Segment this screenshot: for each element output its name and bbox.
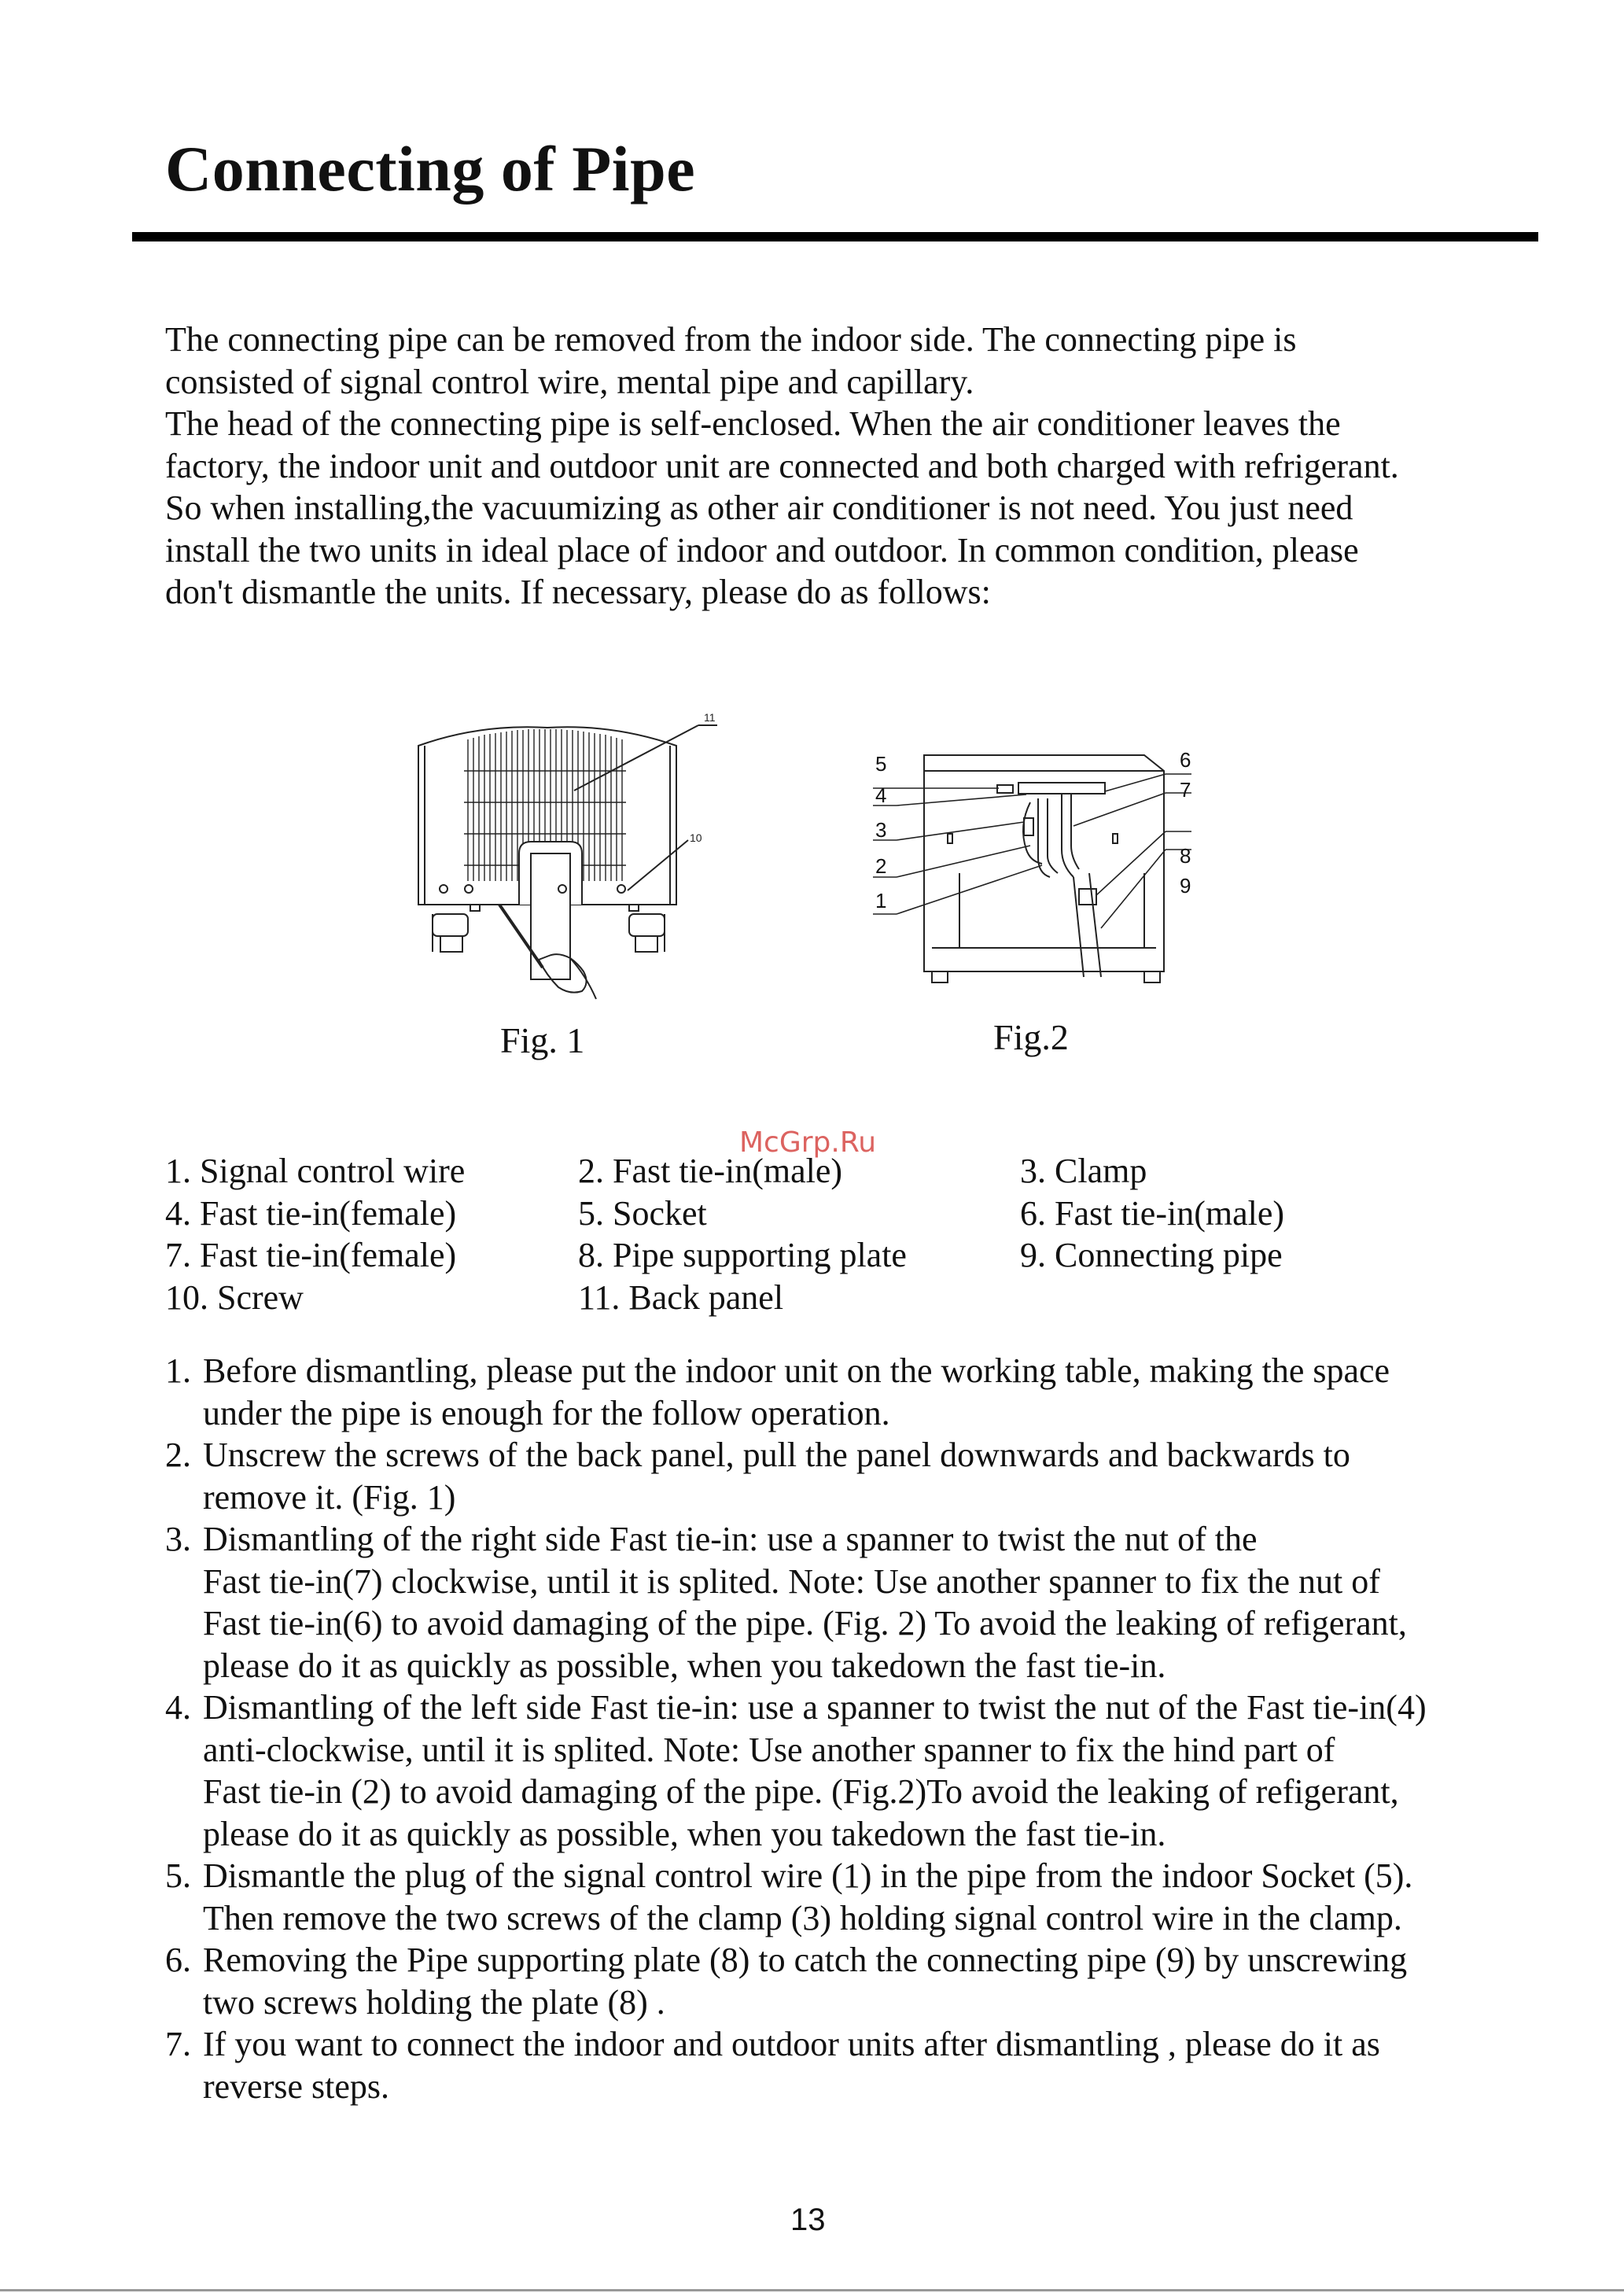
step-item <box>165 1855 1581 1939</box>
callout-11: 11 <box>704 711 716 724</box>
parts-row <box>165 1277 1502 1320</box>
step-line: Unscrew the screws of the back panel, pull the panel downwards and backwards to <box>203 1436 1350 1474</box>
step-number: 3. <box>165 1520 191 1558</box>
part-item: 6. Fast tie-in(male) <box>1020 1193 1285 1233</box>
callout-2: 2 <box>875 854 887 878</box>
page-bottom-edge <box>0 2289 1624 2291</box>
step-line: please do it as quickly as possible, when you takedown the fast tie-in. <box>203 1814 1166 1853</box>
figure-2-caption: Fig.2 <box>993 1017 1069 1057</box>
part-item: 1. Signal control wire <box>165 1152 466 1190</box>
callout-3: 3 <box>875 818 887 842</box>
intro-line: The head of the connecting pipe is self-enclosed. When the air conditioner leaves the <box>165 404 1341 443</box>
part-item: 5. Socket <box>578 1193 707 1233</box>
parts-row <box>165 1235 1502 1277</box>
intro-line: consisted of signal control wire, mental pipe and capillary. <box>165 362 974 401</box>
step-line: If you want to connect the indoor and outdoor units after dismantling , please do it as <box>203 2025 1380 2063</box>
intro-line: install the two units in ideal place of indoor and outdoor. In common condition, please <box>165 530 1359 570</box>
intro-line: The connecting pipe can be removed from the indoor side. The connecting pipe is <box>165 320 1297 359</box>
step-line: Dismantling of the right side Fast tie-in: use a spanner to twist the nut of the <box>203 1520 1258 1558</box>
part-item: 8. Pipe supporting plate <box>578 1236 907 1274</box>
step-item <box>165 2023 1581 2107</box>
callout-10-leader <box>628 840 688 890</box>
intro-line: So when installing,the vacuumizing as other air conditioner is not need. You just need <box>165 488 1353 527</box>
step-number: 1. <box>165 1351 191 1390</box>
page-number: 13 <box>790 2203 826 2237</box>
pipes <box>1023 794 1101 977</box>
step-item <box>165 1939 1581 2023</box>
callout-8: 8 <box>1180 844 1191 868</box>
part-item: 4. Fast tie-in(female) <box>165 1193 457 1233</box>
step-line: please do it as quickly as possible, when you takedown the fast tie-in. <box>203 1646 1166 1685</box>
watermark: McGrp.Ru <box>739 1126 877 1159</box>
parts-row <box>165 1193 1502 1236</box>
step-line: Before dismantling, please put the indoor unit on the working table, making the space <box>203 1351 1390 1390</box>
step-number: 7. <box>165 2025 191 2063</box>
step-line: reverse steps. <box>203 2066 390 2106</box>
right-caster <box>629 914 665 952</box>
step-number: 4. <box>165 1688 191 1727</box>
step-line: anti-clockwise, until it is splited. Note: Use another spanner to fix the hind part of <box>203 1730 1335 1769</box>
left-caster <box>433 914 468 952</box>
callout-4: 4 <box>875 783 887 807</box>
step-item <box>165 1434 1581 1518</box>
step-line: Dismantling of the left side Fast tie-in: use a spanner to twist the nut of the Fast tie-in(4) <box>203 1688 1427 1727</box>
step-line: under the pipe is enough for the follow operation. <box>203 1393 890 1432</box>
intro-line: don't dismantle the units. If necessary, please do as follows: <box>165 573 991 611</box>
step-line: Fast tie-in(6) to avoid damaging of the pipe. (Fig. 2) To avoid the leaking of refigerant, <box>203 1604 1407 1642</box>
step-item <box>165 1518 1581 1687</box>
frame-inner <box>959 873 1144 948</box>
step-line: remove it. (Fig. 1) <box>203 1477 456 1517</box>
step-item <box>165 1687 1581 1855</box>
parts-row <box>165 1151 1502 1193</box>
step-item <box>165 1350 1581 1434</box>
parts-list <box>165 1151 1502 1319</box>
intro-line: factory, the indoor unit and outdoor unit are connected and both charged with refrigerant. <box>165 446 1399 485</box>
callout-9: 9 <box>1180 874 1191 898</box>
callout-5: 5 <box>875 752 887 776</box>
figure-1-illustration <box>409 708 747 1007</box>
step-line: two screws holding the plate (8) . <box>203 1982 665 2022</box>
part-item: 2. Fast tie-in(male) <box>578 1152 843 1190</box>
step-line: Fast tie-in(7) clockwise, until it is splited. Note: Use another spanner to fix the nut of <box>203 1561 1380 1601</box>
step-number: 5. <box>165 1856 191 1895</box>
part-item: 3. Clamp <box>1020 1152 1147 1190</box>
socket-plate <box>1018 783 1105 794</box>
callout-10: 10 <box>690 831 702 844</box>
step-line: Then remove the two screws of the clamp (3) holding signal control wire in the clamp. <box>203 1898 1402 1937</box>
part-item: 7. Fast tie-in(female) <box>165 1236 457 1274</box>
callout-7: 7 <box>1180 778 1191 802</box>
step-number: 2. <box>165 1436 191 1474</box>
instruction-steps <box>165 1350 1581 2107</box>
callout-6: 6 <box>1180 748 1191 772</box>
part-item: 11. Back panel <box>578 1277 784 1317</box>
title-rule <box>132 232 1538 241</box>
figure-2-illustration <box>873 739 1219 991</box>
step-line: Removing the Pipe supporting plate (8) to catch the connecting pipe (9) by unscrewing <box>203 1941 1408 1979</box>
step-line: Dismantle the plug of the signal control wire (1) in the pipe from the indoor Socket (5). <box>203 1856 1413 1895</box>
callout-1: 1 <box>875 889 887 912</box>
part-item: 10. Screw <box>165 1277 304 1317</box>
step-number: 6. <box>165 1941 191 1979</box>
figure-1-caption: Fig. 1 <box>500 1020 585 1060</box>
page-title: Connecting of Pipe <box>165 133 696 205</box>
step-line: Fast tie-in (2) to avoid damaging of the pipe. (Fig.2)To avoid the leaking of refigerant, <box>203 1772 1399 1811</box>
part-item: 9. Connecting pipe <box>1020 1236 1283 1274</box>
intro-paragraph <box>165 319 1581 614</box>
